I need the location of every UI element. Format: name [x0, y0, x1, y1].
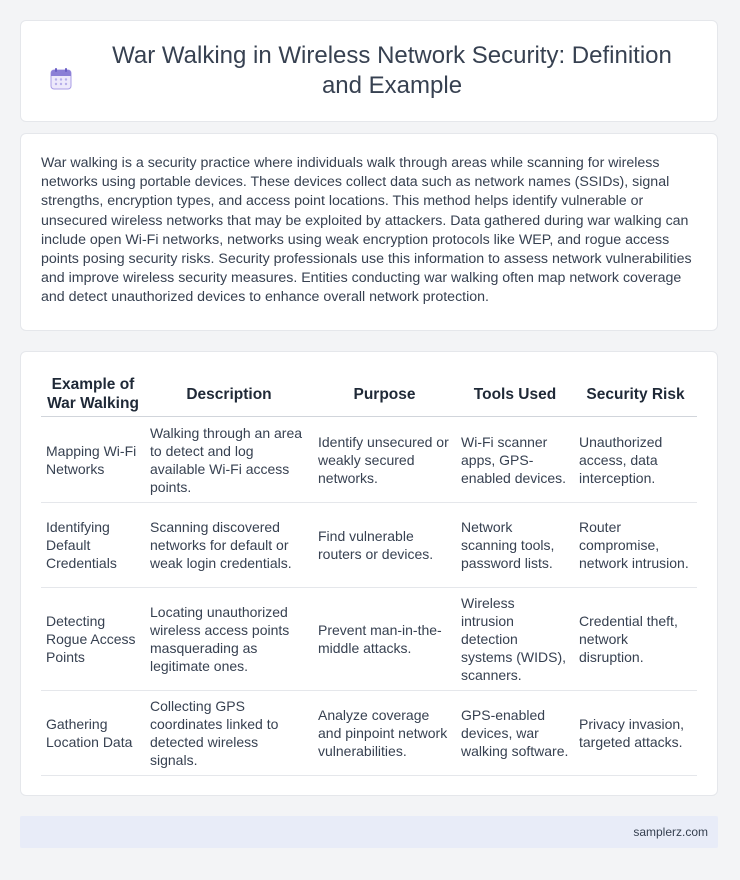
calendar-icon	[49, 67, 73, 91]
column-header-purpose: Purpose	[313, 372, 456, 417]
table-row	[41, 588, 697, 691]
cell-example: Identifying Default Credentials	[41, 503, 145, 588]
footer-brand-link[interactable]: samplerz.com	[633, 825, 708, 839]
intro-card	[20, 133, 718, 331]
title-wrap	[49, 41, 689, 101]
cell-example: Detecting Rogue Access Points	[41, 588, 145, 691]
cell-risk: Credential theft, network disruption.	[574, 588, 697, 691]
cell-description: Locating unauthorized wireless access points masquerading as legitimate ones.	[145, 588, 313, 691]
table-row	[41, 417, 697, 503]
cell-risk: Router compromise, network intrusion.	[574, 503, 697, 588]
column-header-description: Description	[145, 372, 313, 417]
cell-risk: Unauthorized access, data interception.	[574, 417, 697, 503]
table-row	[41, 503, 697, 588]
cell-purpose: Find vulnerable routers or devices.	[313, 503, 456, 588]
table-card	[20, 351, 718, 796]
cell-purpose: Identify unsecured or weakly secured networks.	[313, 417, 456, 503]
column-header-risk: Security Risk	[574, 372, 697, 417]
war-walking-table	[41, 372, 697, 776]
cell-tools: GPS-enabled devices, war walking software.	[456, 691, 574, 776]
cell-tools: Wi-Fi scanner apps, GPS-enabled devices.	[456, 417, 574, 503]
cell-description: Collecting GPS coordinates linked to detected wireless signals.	[145, 691, 313, 776]
column-header-example: Example of War Walking	[41, 372, 145, 417]
column-header-tools: Tools Used	[456, 372, 574, 417]
cell-description: Scanning discovered networks for default or weak login credentials.	[145, 503, 313, 588]
cell-description: Walking through an area to detect and log available Wi-Fi access points.	[145, 417, 313, 503]
table-header-row	[41, 372, 697, 417]
title-card	[20, 20, 718, 122]
page-title: War Walking in Wireless Network Security: Definition and Example	[112, 42, 672, 99]
cell-example: Gathering Location Data	[41, 691, 145, 776]
footer-bar	[20, 816, 718, 848]
cell-purpose: Analyze coverage and pinpoint network vulnerabilities.	[313, 691, 456, 776]
cell-risk: Privacy invasion, targeted attacks.	[574, 691, 697, 776]
cell-example: Mapping Wi-Fi Networks	[41, 417, 145, 503]
cell-purpose: Prevent man-in-the-middle attacks.	[313, 588, 456, 691]
cell-tools: Network scanning tools, password lists.	[456, 503, 574, 588]
table-row	[41, 691, 697, 776]
cell-tools: Wireless intrusion detection systems (WIDS), scanners.	[456, 588, 574, 691]
intro-paragraph: War walking is a security practice where individuals walk through areas while scanning for wireless networks using portable devices. These devices collect data such as network names (SSIDs), signal strengths, encryption types, and access point locations. This method helps identify vulnerable or unsecured wireless networks that may be exploited by attackers. Data gathered during war walking can include open Wi-Fi networks, networks using weak encryption protocols like WEP, and rogue access points posing security risks. Security professionals use this information to assess network vulnerabilities and improve wireless security measures. Entities conducting war walking often map network coverage and detect unauthorized devices to enhance overall network protection.	[41, 155, 692, 306]
